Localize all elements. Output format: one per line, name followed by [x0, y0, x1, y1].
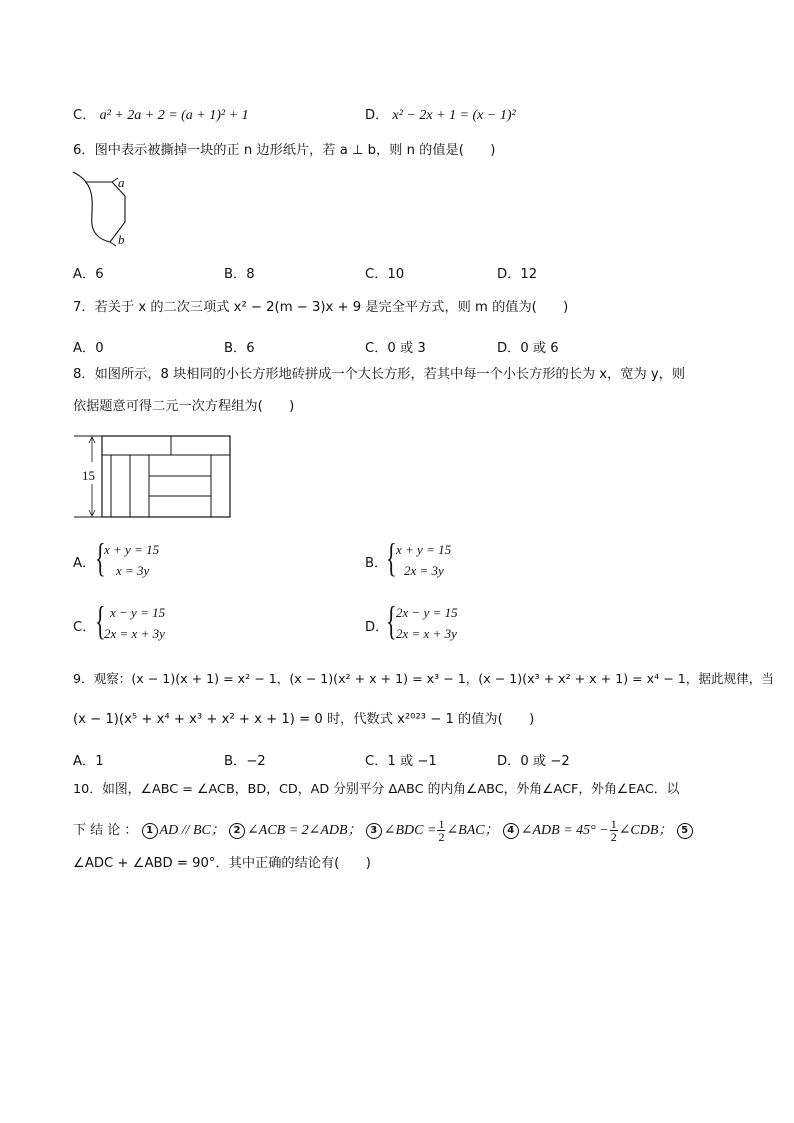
q8-option-d-system [396, 602, 458, 644]
q5-option-c-expr: a² + 2a + 2 = (a + 1)² + 1 [99, 108, 249, 123]
q8-option-d-label: D． [365, 620, 389, 635]
q10-circle-4: 4 [503, 823, 519, 839]
q10-conclusions-line [73, 818, 695, 843]
q10-conclusion-3-pre: ∠BDC = [383, 823, 437, 838]
q6-option-a: A．6 [73, 267, 104, 282]
q5-option-c [73, 108, 249, 124]
q10-fraction-4: $\frac{1}{2}$ [610, 817, 617, 844]
q8-option-b-label: B． [365, 556, 388, 571]
q10-circle-2: 2 [229, 823, 245, 839]
q7-option-b: B．6 [224, 341, 255, 356]
q8-option-c-eq1: x − y = 15 [110, 605, 166, 620]
q8-option-a-system [104, 539, 159, 581]
q9-option-c: C．1 或 −1 [365, 754, 437, 769]
q10-line2-prefix: 下 结 论 ： [73, 823, 138, 838]
q6-option-b: B．8 [224, 267, 255, 282]
q8-option-c-eq2: 2x = x + 3y [104, 626, 165, 641]
q8-option-a-eq2: x = 3y [116, 563, 150, 578]
q9-option-a: A．1 [73, 754, 104, 769]
q8-stem-line1: 8．如图所示，8 块相同的小长方形地砖拼成一个大长方形，若其中每一个小长方形的长为 x，宽为 y，则 [73, 367, 686, 382]
q10-conclusion-4-pre: ∠ADB = 45° − [520, 823, 609, 838]
q6-option-c: C．10 [365, 267, 405, 282]
q9-option-b: B．−2 [224, 754, 266, 769]
q10-stem-line1: 10．如图，∠ABC = ∠ACB，BD，CD，AD 分别平分 ΔABC 的内角∠ABC，外角∠ACF，外角∠EAC．以 [73, 782, 680, 797]
q8-option-a-brace: { [95, 535, 106, 580]
q5-option-d-label: D． [365, 108, 389, 123]
q8-stem-line2: 依据题意可得二元一次方程组为( ) [73, 399, 295, 414]
q8-option-c-label: C． [73, 620, 96, 635]
q5-option-d-expr: x² − 2x + 1 = (x − 1)² [392, 108, 516, 123]
q7-option-d: D．0 或 6 [497, 341, 559, 356]
q6-line-b [110, 242, 116, 246]
q10-circle-1: 1 [142, 823, 158, 839]
q8-option-d-eq1: 2x − y = 15 [396, 605, 458, 620]
q8-option-b-eq2: 2x = 3y [404, 563, 444, 578]
q10-circle-5: 5 [677, 823, 693, 839]
q7-option-a: A．0 [73, 341, 104, 356]
q9-stem-line2: (x − 1)(x⁵ + x⁴ + x³ + x² + x + 1) = 0 时，代数式 x²⁰²³ − 1 的值为( ) [73, 712, 535, 727]
q8-option-b-system [396, 539, 451, 581]
q5-option-d [365, 108, 516, 124]
q8-option-a-label: A． [73, 556, 96, 571]
q10-conclusion-2: ∠ACB = 2∠ADB； [247, 823, 362, 838]
q6-label-a: a [118, 175, 125, 190]
q8-option-b-eq1: x + y = 15 [396, 542, 452, 557]
q8-option-d-brace: { [386, 598, 397, 643]
q10-conclusion-1: AD // BC； [159, 823, 225, 838]
q6-stem: 6．图中表示被撕掉一块的正 n 边形纸片，若 a ⊥ b，则 n 的值是( ) [73, 143, 496, 158]
q5-option-c-label: C． [73, 108, 96, 123]
q8-dim-label: 15 [82, 468, 95, 483]
q6-polygon-figure [70, 170, 140, 250]
q6-option-d: D．12 [497, 267, 538, 282]
q10-circle-3: 3 [366, 823, 382, 839]
q9-stem-line1: 9．观察：(x − 1)(x + 1) = x² − 1，(x − 1)(x² + x + 1) = x³ − 1，(x − 1)(x³ + x² + x + 1) = x⁴ − 1，据此规律，当 [73, 671, 774, 686]
q10-fraction-3: $\frac{1}{2}$ [438, 817, 445, 844]
q7-stem: 7．若关于 x 的二次三项式 x² − 2(m − 3)x + 9 是完全平方式，则 m 的值为( ) [73, 300, 569, 315]
q9-option-d: D．0 或 −2 [497, 754, 570, 769]
q10-line3: ∠ADC + ∠ABD = 90°．其中正确的结论有( ) [73, 856, 371, 871]
q8-option-a-eq1: x + y = 15 [104, 542, 160, 557]
q8-option-c-brace: { [95, 598, 106, 643]
q6-label-b: b [118, 232, 125, 247]
q8-option-c-system [104, 602, 165, 644]
q10-conclusion-3-post: ∠BAC； [446, 823, 499, 838]
q7-option-c: C．0 或 3 [365, 341, 426, 356]
q8-option-d-eq2: 2x = x + 3y [396, 626, 457, 641]
q10-conclusion-4-post: ∠CDB； [618, 823, 673, 838]
q8-option-b-brace: { [386, 535, 397, 580]
